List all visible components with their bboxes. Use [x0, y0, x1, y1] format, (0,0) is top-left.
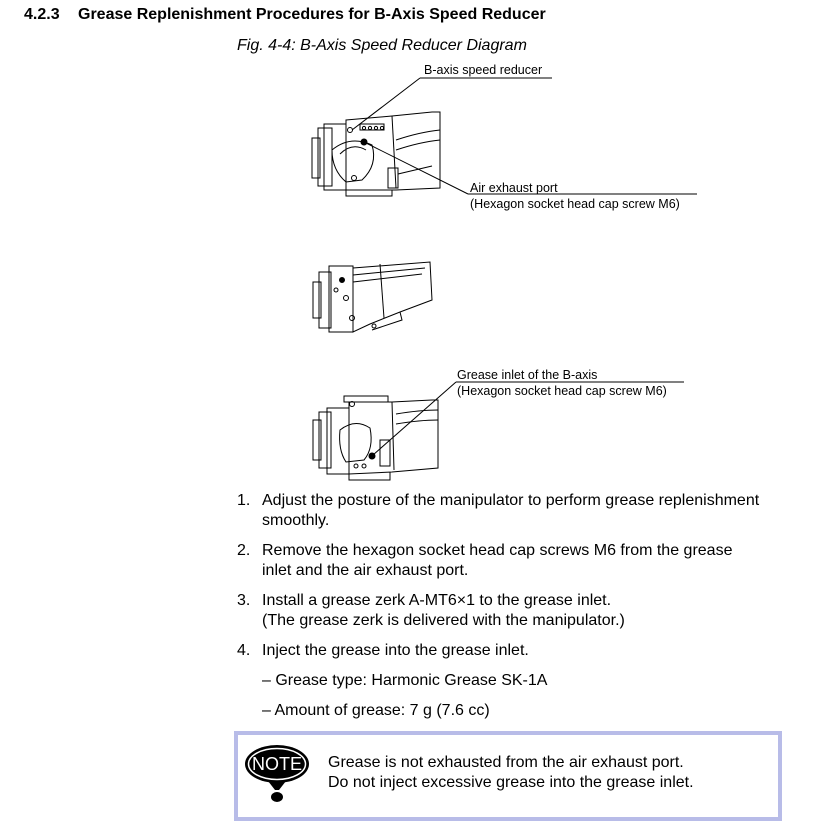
step-text-line: Inject the grease into the grease inlet. [262, 642, 529, 659]
section-number: 4.2.3 [24, 6, 60, 23]
step-number: 3. [237, 592, 251, 609]
note-icon-label: NOTE [251, 754, 302, 774]
note-line-2: Do not inject excessive grease into the grease inlet. [328, 774, 694, 791]
label-air-exhaust-screw: (Hexagon socket head cap screw M6) [470, 197, 680, 211]
step-number: 4. [237, 642, 251, 659]
figure-caption: Fig. 4-4: B-Axis Speed Reducer Diagram [237, 37, 527, 54]
section-title: Grease Replenishment Procedures for B-Axis Speed Reducer [78, 6, 546, 23]
step-text-line: Install a grease zerk A-MT6×1 to the grease inlet. [262, 592, 612, 609]
step-text-line: Adjust the posture of the manipulator to perform grease replenishment [262, 492, 760, 509]
label-grease-inlet: Grease inlet of the B-axis [457, 368, 598, 382]
grease-type-item: – Grease type: Harmonic Grease SK-1A [262, 672, 548, 689]
label-air-exhaust-port: Air exhaust port [470, 181, 558, 195]
step-text-line: (The grease zerk is delivered with the manipulator.) [262, 612, 625, 629]
step-text-line: inlet and the air exhaust port. [262, 562, 469, 579]
step-number: 2. [237, 542, 251, 559]
note-line-1: Grease is not exhausted from the air exhaust port. [328, 754, 684, 771]
step-text-line: smoothly. [262, 512, 330, 529]
label-speed-reducer: B-axis speed reducer [424, 63, 543, 77]
step-number: 1. [237, 492, 251, 509]
label-grease-inlet-screw: (Hexagon socket head cap screw M6) [457, 384, 667, 398]
grease-amount-item: – Amount of grease: 7 g (7.6 cc) [262, 702, 490, 719]
step-text-line: Remove the hexagon socket head cap screws M6 from the grease [262, 542, 733, 559]
